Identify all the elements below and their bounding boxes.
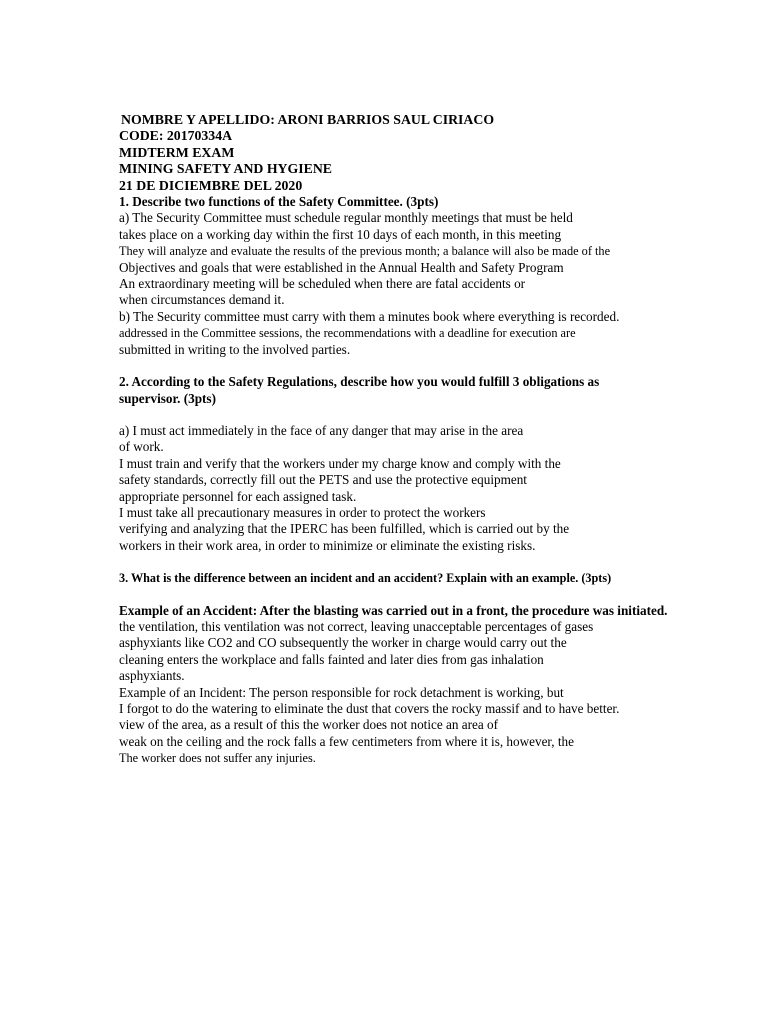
question-2-title-line-2: supervisor. (3pts) [119,390,216,406]
answer-line: appropriate personnel for each assigned task. [119,488,357,504]
answer-line: addressed in the Committee sessions, the recommendations with a deadline for execution are [119,326,576,341]
answer-line: workers in their work area, in order to minimize or eliminate the existing risks. [119,537,536,553]
answer-line: weak on the ceiling and the rock falls a few centimeters from where it is, however, the [119,733,575,749]
answer-line: Objectives and goals that were established in the Annual Health and Safety Program [119,259,564,275]
exam-title: MIDTERM EXAM [119,144,235,160]
question-3-section [119,570,739,766]
header-block [119,112,739,194]
answer-line: takes place on a working day within the first 10 days of each month, in this meeting [119,226,562,242]
answer-line: asphyxiants like CO2 and CO subsequently the worker in charge would carry out the [119,635,567,651]
answer-line: submitted in writing to the involved parties. [119,341,351,357]
exam-date: 21 DE DICIEMBRE DEL 2020 [119,177,303,193]
answer-line: b) The Security committee must carry with them a minutes book where everything is recorded. [119,308,620,324]
answer-line: They will analyze and evaluate the results of the previous month; a balance will also be made of the [119,244,611,259]
accident-example-heading: Example of an Accident: After the blasting was carried out in a front, the procedure was initiated. [119,602,668,618]
answer-line: I forgot to do the watering to eliminate the dust that covers the rocky massif and to have better. [119,701,620,716]
answer-line: asphyxiants. [119,668,185,684]
answer-line: of work. [119,439,164,455]
incident-example-heading: Example of an Incident: The person responsible for rock detachment is working, but [119,684,564,700]
answer-line: when circumstances demand it. [119,292,285,308]
answer-line: view of the area, as a result of this the worker does not notice an area of [119,717,498,733]
answer-line: a) The Security Committee must schedule regular monthly meetings that must be held [119,210,573,226]
question-2-title-line-1: 2. According to the Safety Regulations, describe how you would fulfill 3 obligations as [119,374,600,390]
course-title: MINING SAFETY AND HYGIENE [119,161,332,177]
question-3-title: 3. What is the difference between an incident and an accident? Explain with an example. (3pts) [119,571,612,586]
document-page [119,112,739,767]
question-1-title: 1. Describe two functions of the Safety Committee. (3pts) [119,194,439,210]
answer-line: I must take all precautionary measures in order to protect the workers [119,504,486,520]
answer-line: cleaning enters the workplace and falls fainted and later dies from gas inhalation [119,651,544,667]
student-code: CODE: 20170334A [119,128,233,144]
answer-line: verifying and analyzing that the IPERC has been fulfilled, which is carried out by the [119,521,570,537]
question-1-section [119,194,739,358]
answer-line: The worker does not suffer any injuries. [119,751,316,766]
question-2-section [119,374,739,554]
answer-line: I must train and verify that the workers under my charge know and comply with the [119,455,561,471]
answer-line: An extraordinary meeting will be scheduled when there are fatal accidents or [119,276,526,292]
student-name: NOMBRE Y APELLIDO: ARONI BARRIOS SAUL CIRIACO [121,112,495,127]
answer-line: a) I must act immediately in the face of any danger that may arise in the area [119,422,524,438]
answer-line: safety standards, correctly fill out the PETS and use the protective equipment [119,472,527,488]
answer-line: the ventilation, this ventilation was not correct, leaving unacceptable percentages of gases [119,618,594,634]
